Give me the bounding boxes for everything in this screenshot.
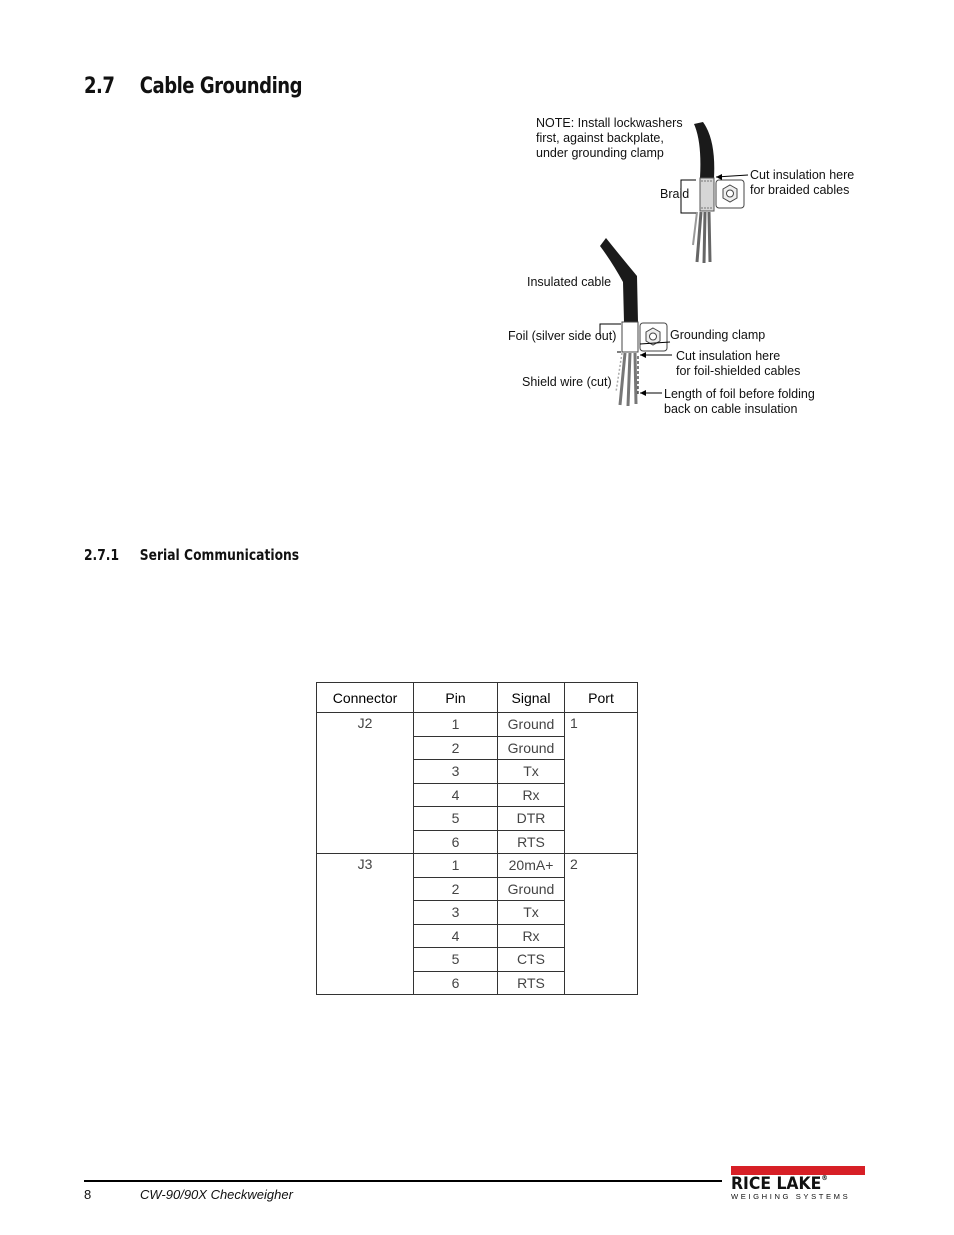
rice-lake-logo: RICE LAKE® [731,1174,828,1194]
braided-cable-illustration [681,122,748,263]
pin-cell: 5 [414,948,498,972]
signal-cell: RTS [498,971,565,995]
signal-cell: 20mA+ [498,854,565,878]
signal-cell: Tx [498,901,565,925]
header-pin: Pin [414,683,498,713]
cable-grounding-figure [0,0,954,440]
footer-rule [84,1180,722,1182]
table-row [317,854,638,878]
port-cell: 2 [565,854,638,995]
pin-cell: 2 [414,877,498,901]
braid-label: Braid [660,187,690,201]
pin-cell: 1 [414,854,498,878]
table-header-row [317,683,638,713]
header-connector: Connector [317,683,414,713]
note-label: NOTE: Install lockwashers first, against backplate, under grounding clamp [536,116,683,160]
pin-cell: 4 [414,783,498,807]
connector-cell: J2 [317,713,414,854]
port-cell: 1 [565,713,638,854]
signal-cell: CTS [498,948,565,972]
document-title: CW-90/90X Checkweigher [140,1187,293,1202]
signal-cell: Ground [498,713,565,737]
cut-foil-label: Cut insulation here for foil-shielded cables [676,349,801,378]
pin-cell: 1 [414,713,498,737]
pin-cell: 6 [414,830,498,854]
header-signal: Signal [498,683,565,713]
length-foil-label: Length of foil before folding back on cable insulation [664,387,815,416]
signal-cell: Rx [498,924,565,948]
shield-wire-label: Shield wire (cut) [522,375,612,389]
page-number: 8 [84,1187,92,1202]
foil-label: Foil (silver side out) [508,329,617,343]
pin-cell: 2 [414,736,498,760]
table-row [317,713,638,737]
section-number: 2.7 [84,74,115,99]
pin-cell: 5 [414,807,498,831]
pin-cell: 3 [414,901,498,925]
signal-cell: Ground [498,736,565,760]
insulated-cable-label: Insulated cable [527,275,612,289]
signal-cell: Ground [498,877,565,901]
connector-cell: J3 [317,854,414,995]
subsection-number: 2.7.1 [84,546,120,564]
serial-pin-table [316,682,638,995]
header-port: Port [565,683,638,713]
signal-cell: DTR [498,807,565,831]
subsection-heading [84,546,299,564]
cut-braided-label: Cut insulation here for braided cables [750,168,855,197]
signal-cell: Rx [498,783,565,807]
grounding-clamp-label: Grounding clamp [670,328,766,342]
signal-cell: RTS [498,830,565,854]
logo-tagline: WEIGHING SYSTEMS [731,1192,851,1201]
section-title: Cable Grounding [139,74,303,99]
signal-cell: Tx [498,760,565,784]
pin-cell: 3 [414,760,498,784]
pin-cell: 4 [414,924,498,948]
pin-cell: 6 [414,971,498,995]
subsection-title: Serial Communications [139,546,300,564]
